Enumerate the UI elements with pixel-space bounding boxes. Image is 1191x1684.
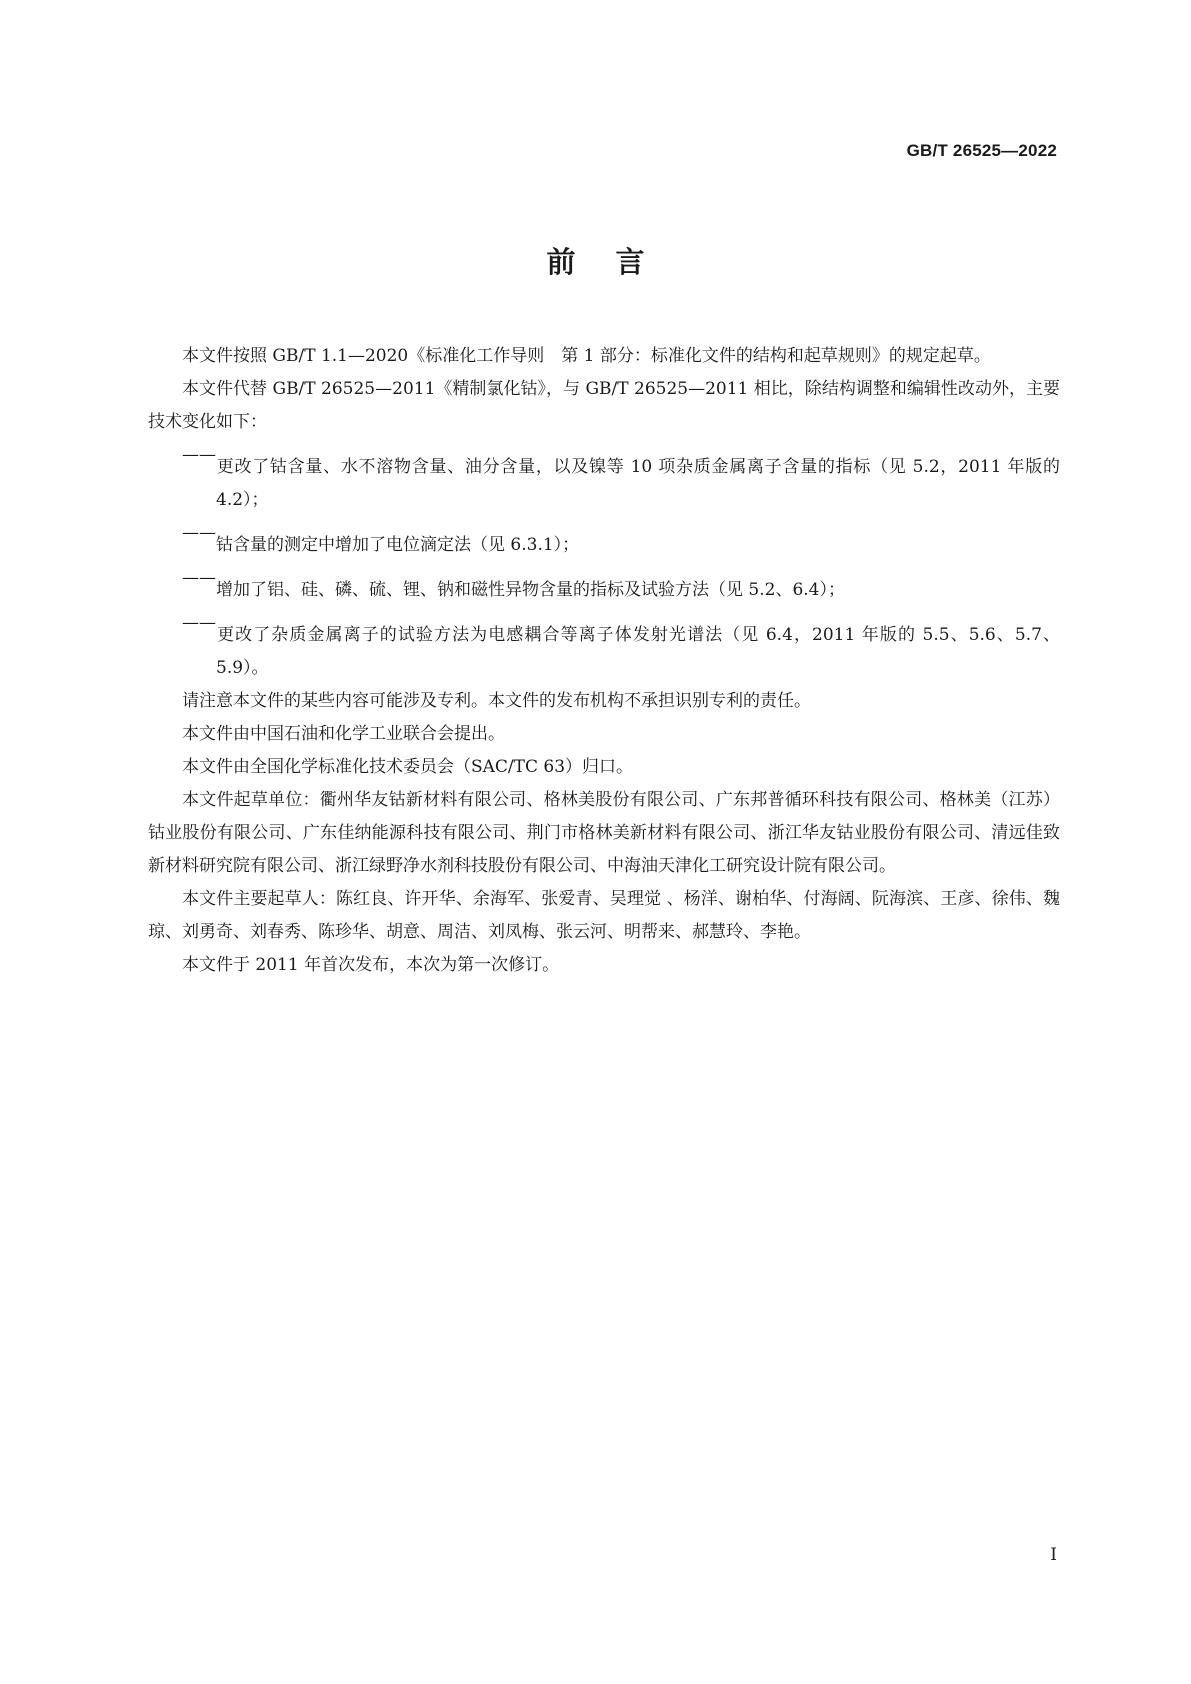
- list-item-text: 钴含量的测定中增加了电位滴定法（见 6.3.1）；: [216, 535, 580, 555]
- list-item-text: 更改了杂质金属离子的试验方法为电感耦合等离子体发射光谱法（见 6.4，2011 年版的 5.5、5.6、5.7、5.9）。: [216, 625, 1060, 678]
- page-title: 前言: [546, 245, 685, 279]
- paragraph-drafters: 本文件主要起草人：陈红良、许开华、余海军、张爱青、吴理觉 、杨洋、谢柏华、付海阔、阮海滨、王彦、徐伟、魏琼、刘勇奇、刘春秀、陈珍华、胡意、周洁、刘凤梅、张云河、明帮来、郝慧玲、李艳。: [148, 889, 1060, 942]
- paragraph-patent-notice: 请注意本文件的某些内容可能涉及专利。本文件的发布机构不承担识别专利的责任。: [182, 691, 811, 711]
- paragraph-publication-history: 本文件于 2011 年首次发布，本次为第一次修订。: [182, 955, 560, 975]
- list-item-change: [148, 562, 1060, 607]
- list-item-change: [148, 439, 1060, 517]
- dash-marker: ——: [182, 613, 216, 633]
- paragraph-drafting-basis: 本文件按照 GB/T 1.1—2020《标准化工作导则 第 1 部分：标准化文件的结构和起草规则》的规定起草。: [182, 346, 991, 366]
- dash-marker: ——: [182, 445, 216, 465]
- paragraph-proposer: 本文件由中国石油和化学工业联合会提出。: [182, 724, 505, 744]
- list-item-change: [148, 517, 1060, 562]
- document-number: GB/T 26525—2022: [906, 141, 1057, 160]
- dash-marker: ——: [182, 568, 216, 588]
- list-item-text: 更改了钴含量、水不溶物含量、油分含量，以及镍等 10 项杂质金属离子含量的指标（见 5.2，2011 年版的 4.2）；: [216, 457, 1060, 510]
- paragraph-technical-committee: 本文件由全国化学标准化技术委员会（SAC/TC 63）归口。: [182, 757, 634, 777]
- foreword-body: [148, 340, 1060, 982]
- paragraph-drafting-units: 本文件起草单位：衢州华友钴新材料有限公司、格林美股份有限公司、广东邦普循环科技有限公司、格林美（江苏）钴业股份有限公司、广东佳纳能源科技有限公司、荆门市格林美新材料有限公司、浙江华友钴业股份有限公司、清远佳致新材料研究院有限公司、浙江绿野净水剂科技股份有限公司、中海油天津化工研究设计院有限公司。: [148, 790, 1060, 876]
- paragraph-replacement: 本文件代替 GB/T 26525—2011《精制氯化钴》，与 GB/T 26525—2011 相比，除结构调整和编辑性改动外，主要技术变化如下：: [148, 379, 1060, 432]
- list-item-text: 增加了铝、硅、磷、硫、锂、钠和磁性异物含量的指标及试验方法（见 5.2、6.4）；: [216, 580, 845, 600]
- page-number: I: [1050, 1545, 1057, 1565]
- list-item-change: [148, 607, 1060, 685]
- dash-marker: ——: [182, 523, 216, 543]
